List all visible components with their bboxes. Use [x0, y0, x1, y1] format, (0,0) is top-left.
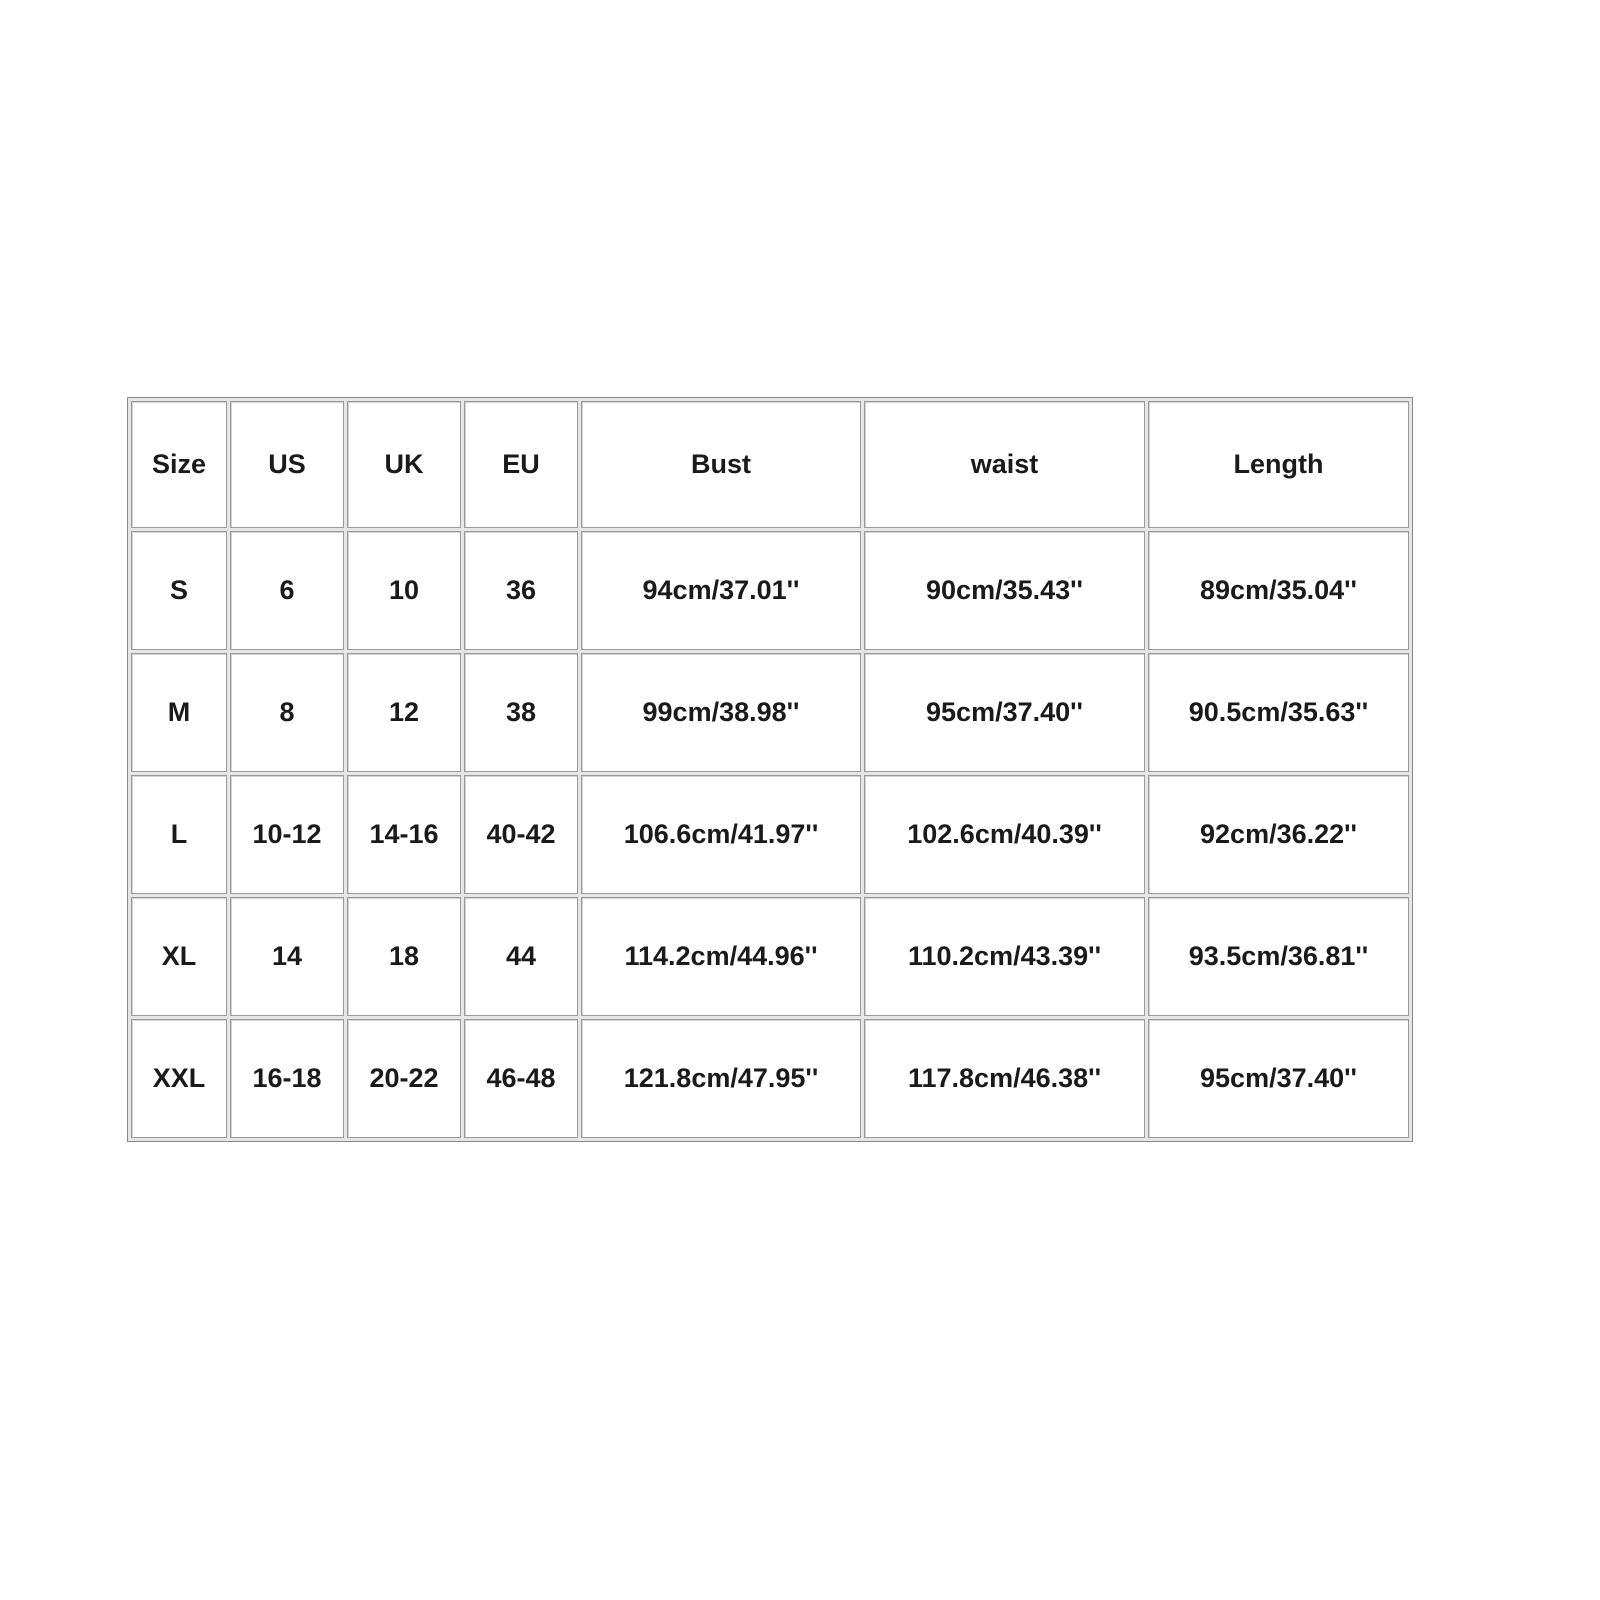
table-row [131, 1019, 1409, 1138]
cell-eu: 46-48 [464, 1019, 578, 1138]
header-length: Length [1148, 401, 1409, 528]
cell-uk: 14-16 [347, 775, 461, 894]
cell-size: XXL [131, 1019, 227, 1138]
cell-length: 90.5cm/35.63'' [1148, 653, 1409, 772]
cell-waist: 95cm/37.40'' [864, 653, 1145, 772]
cell-waist: 117.8cm/46.38'' [864, 1019, 1145, 1138]
cell-bust: 94cm/37.01'' [581, 531, 861, 650]
cell-us: 16-18 [230, 1019, 344, 1138]
table-header-row [131, 401, 1409, 528]
cell-size: M [131, 653, 227, 772]
cell-size: XL [131, 897, 227, 1016]
cell-us: 10-12 [230, 775, 344, 894]
cell-bust: 106.6cm/41.97'' [581, 775, 861, 894]
cell-us: 8 [230, 653, 344, 772]
cell-length: 93.5cm/36.81'' [1148, 897, 1409, 1016]
cell-length: 95cm/37.40'' [1148, 1019, 1409, 1138]
header-uk: UK [347, 401, 461, 528]
cell-uk: 12 [347, 653, 461, 772]
cell-eu: 36 [464, 531, 578, 650]
cell-uk: 20-22 [347, 1019, 461, 1138]
cell-bust: 114.2cm/44.96'' [581, 897, 861, 1016]
cell-eu: 38 [464, 653, 578, 772]
header-size: Size [131, 401, 227, 528]
cell-waist: 110.2cm/43.39'' [864, 897, 1145, 1016]
cell-waist: 102.6cm/40.39'' [864, 775, 1145, 894]
cell-eu: 40-42 [464, 775, 578, 894]
cell-size: S [131, 531, 227, 650]
cell-bust: 99cm/38.98'' [581, 653, 861, 772]
header-us: US [230, 401, 344, 528]
table-row [131, 531, 1409, 650]
header-bust: Bust [581, 401, 861, 528]
size-chart-table [127, 397, 1413, 1142]
cell-us: 14 [230, 897, 344, 1016]
cell-uk: 18 [347, 897, 461, 1016]
table-row [131, 775, 1409, 894]
header-eu: EU [464, 401, 578, 528]
cell-waist: 90cm/35.43'' [864, 531, 1145, 650]
cell-length: 89cm/35.04'' [1148, 531, 1409, 650]
cell-bust: 121.8cm/47.95'' [581, 1019, 861, 1138]
cell-size: L [131, 775, 227, 894]
cell-uk: 10 [347, 531, 461, 650]
header-waist: waist [864, 401, 1145, 528]
table-row [131, 653, 1409, 772]
cell-us: 6 [230, 531, 344, 650]
table-row [131, 897, 1409, 1016]
cell-length: 92cm/36.22'' [1148, 775, 1409, 894]
cell-eu: 44 [464, 897, 578, 1016]
